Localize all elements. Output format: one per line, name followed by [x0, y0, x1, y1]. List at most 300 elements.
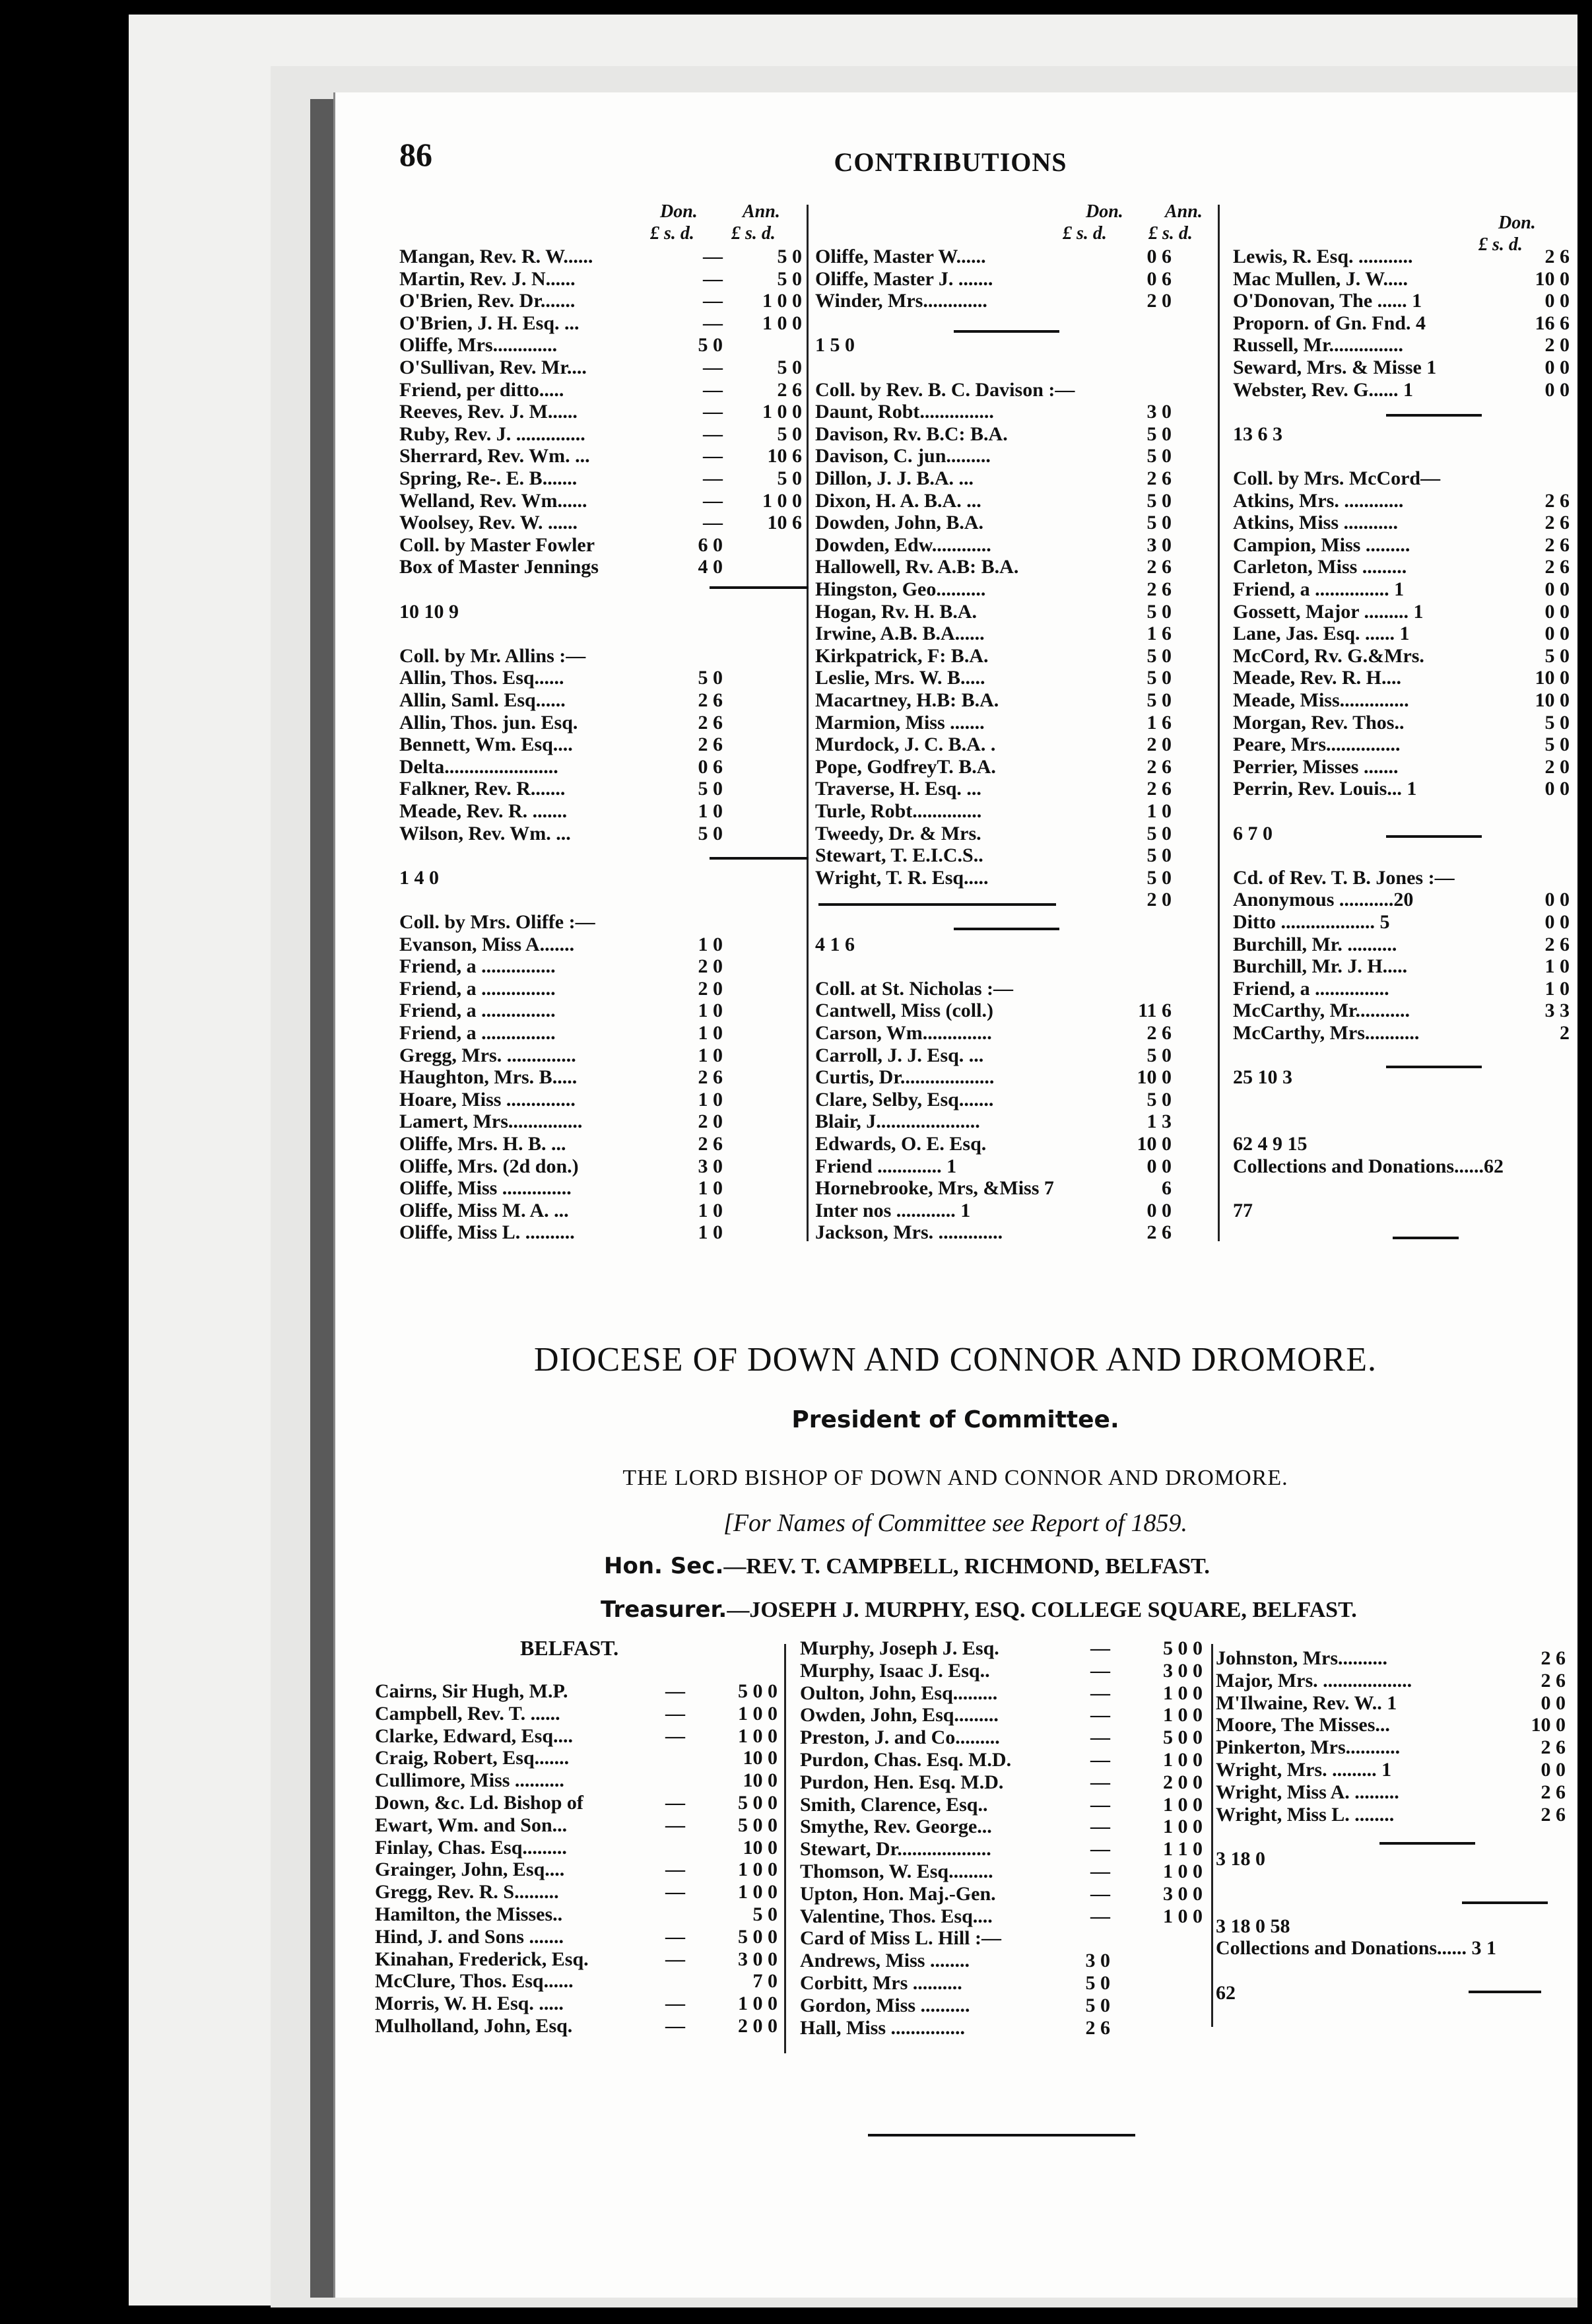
col3-entry [1233, 734, 1576, 756]
b2-entry [800, 1883, 1209, 1905]
entry-amount: 2 6 [1541, 1803, 1566, 1826]
entry-amount: 2 6 [1146, 1221, 1172, 1244]
entry-amount: — [665, 1859, 685, 1881]
entry-name: Coll. by Rev. B. C. Davison :— [815, 378, 1075, 401]
entry-amount: 0 0 [1544, 911, 1570, 933]
entry-annual: 5 0 0 [738, 1925, 778, 1948]
entry-amount: — [1090, 1793, 1110, 1816]
entry-name: Ewart, Wm. and Son... [375, 1814, 568, 1836]
b2-entry [800, 1637, 1209, 1660]
entry-name: 6 7 0 [1233, 822, 1273, 844]
entry-annual: 3 0 0 [738, 1948, 778, 1970]
entry-name: Meade, Rev. R. H.... [1233, 667, 1401, 689]
entry-name: Coll. by Mr. Allins :— [399, 644, 586, 667]
entry-name: Mangan, Rev. R. W...... [399, 246, 593, 267]
col1-entry [399, 1155, 809, 1178]
col2-don-header: Don. [1086, 201, 1123, 222]
entry-name: Mac Mullen, J. W..... [1233, 267, 1409, 290]
entry-amount: 2 [1560, 1022, 1570, 1044]
col1-lsd2-header: £ s. d. [731, 223, 776, 244]
entry-name: Coll. by Mrs. McCord— [1233, 467, 1441, 489]
b1-entry [375, 1948, 784, 1971]
entry-amount: 5 0 [1146, 822, 1172, 844]
b1-entry [375, 1970, 784, 1993]
col2-ann-header: Ann. [1165, 201, 1203, 222]
entry-amount: 5 0 [698, 822, 723, 844]
subtotal-rule [1379, 1842, 1475, 1845]
entry-name: Wright, T. R. Esq..... [815, 866, 989, 889]
entry-amount: 0 0 [1544, 623, 1570, 645]
entry-name: Gossett, Major ......... 1 [1233, 600, 1424, 623]
col2-entry [815, 756, 1211, 778]
entry-name: Stewart, Dr................... [800, 1838, 991, 1861]
entry-amount: — [665, 2015, 685, 2037]
col1-entry [399, 379, 809, 401]
col3-entry [1233, 778, 1576, 800]
entry-amount: — [665, 1680, 685, 1702]
entry-name: Atkins, Mrs. ............ [1233, 489, 1404, 512]
entry-name: Morgan, Rev. Thos.. [1233, 711, 1405, 734]
entry-name: Campbell, Rev. T. ...... [375, 1702, 560, 1725]
col3-entry [1233, 978, 1576, 1000]
subtotal-rule [710, 586, 809, 589]
entry-name: Bennett, Wm. Esq.... [399, 734, 573, 756]
b1-entry [375, 1859, 784, 1881]
entry-amount: 1 0 [1544, 977, 1570, 1000]
entry-amount: — [703, 512, 723, 534]
entry-annual: 1 0 0 [1163, 1861, 1203, 1882]
entry-name: 1 5 0 [815, 334, 855, 357]
entry-amount: 2 6 [1146, 556, 1172, 578]
entry-amount: 1 0 [698, 1044, 723, 1066]
entry-name: Burchill, Mr. J. H..... [1233, 955, 1408, 978]
entry-amount: 5 0 [1146, 844, 1172, 867]
entry-name: M'Ilwaine, Rev. W.. 1 [1216, 1692, 1397, 1714]
entry-name: Evanson, Miss A....... [399, 933, 575, 955]
col2-entry [815, 467, 1211, 490]
entry-amount: 2 0 [1544, 334, 1570, 357]
entry-amount: — [1090, 1726, 1110, 1749]
col1-entry [399, 1177, 809, 1200]
col2-entry [815, 357, 1211, 379]
col2-entry [815, 334, 1211, 357]
col1-entry [399, 357, 809, 379]
col1-entry [399, 290, 809, 312]
col1-entry [399, 978, 809, 1000]
page-edge-shadow [310, 99, 337, 2298]
subtotal-rule [710, 857, 809, 860]
entry-amount: 1 0 [698, 1221, 723, 1244]
entry-amount: 2 0 [698, 977, 723, 1000]
b2-entry [800, 1704, 1209, 1726]
subtotal-rule [1469, 1991, 1541, 1993]
col3-entry [1233, 955, 1576, 978]
entry-amount: 0 0 [1544, 778, 1570, 800]
page-number: 86 [399, 136, 432, 173]
b2-entry [800, 1794, 1209, 1816]
entry-name: Campion, Miss ......... [1233, 533, 1410, 556]
entry-annual: 5 0 [777, 423, 802, 445]
entry-name: 10 10 9 [399, 600, 459, 623]
entry-amount: 2 6 [1544, 933, 1570, 955]
entry-amount: 0 6 [1146, 246, 1172, 267]
entry-annual: 1 0 0 [738, 1702, 778, 1725]
b2-entry [800, 1682, 1209, 1705]
col3-entry [1233, 534, 1576, 557]
entry-annual: 1 0 0 [1163, 1793, 1203, 1816]
col3-entry [1233, 512, 1576, 534]
col2-entry [815, 1133, 1211, 1155]
col2-entry [815, 1000, 1211, 1022]
b1-entry [375, 2015, 784, 2037]
entry-name: Gregg, Mrs. .............. [399, 1044, 576, 1066]
entry-name: Oliffe, Mrs. (2d don.) [399, 1155, 579, 1177]
entry-annual: 2 6 [777, 378, 802, 401]
entry-amount: — [1090, 1682, 1110, 1704]
subtotal-rule [954, 330, 1059, 333]
entry-amount: 2 0 [1146, 734, 1172, 756]
entry-amount: 1 0 [1146, 800, 1172, 822]
entry-amount: 2 0 [698, 1111, 723, 1133]
entry-annual: 5 0 0 [1163, 1726, 1203, 1749]
entry-name: Woolsey, Rev. W. ...... [399, 512, 578, 534]
entry-name: Ditto ................... 5 [1233, 911, 1390, 933]
entry-name: Cairns, Sir Hugh, M.P. [375, 1680, 568, 1702]
entry-name: Reeves, Rev. J. M...... [399, 401, 578, 423]
b3-entry [1216, 1870, 1575, 1893]
entry-amount: 5 0 [1146, 423, 1172, 445]
entry-amount: 5 0 [1146, 489, 1172, 512]
col2-entry [815, 823, 1211, 845]
b1-entry [375, 1769, 784, 1792]
entry-annual: 5 0 0 [738, 1814, 778, 1836]
col1-entry [399, 1221, 809, 1244]
col2-entry [815, 601, 1211, 623]
entry-amount: — [665, 1881, 685, 1903]
entry-name: Perrin, Rev. Louis... 1 [1233, 778, 1417, 800]
entry-annual: 10 0 [743, 1769, 778, 1792]
entry-amount: 2 6 [1146, 755, 1172, 778]
entry-name: Thomson, W. Esq......... [800, 1861, 993, 1882]
col3-entry [1233, 290, 1576, 312]
col2-entry [815, 445, 1211, 467]
entry-amount: 1 0 [698, 800, 723, 822]
col1-entry [399, 512, 809, 534]
entry-amount: 10 0 [1535, 267, 1570, 290]
entry-annual: 10 6 [767, 512, 802, 534]
entry-name: Morris, W. H. Esq. ..... [375, 1993, 564, 2015]
entry-amount: 2 6 [1541, 1781, 1566, 1803]
entry-name: Down, &c. Ld. Bishop of [375, 1792, 583, 1814]
col3-entry [1233, 490, 1576, 512]
entry-amount: 3 0 [1085, 1950, 1110, 1972]
entry-name: McCord, Rv. G.&Mrs. [1233, 644, 1424, 667]
entry-name: Spring, Re-. E. B....... [399, 467, 578, 489]
entry-annual: 1 0 0 [738, 1859, 778, 1881]
col1-entry [399, 1111, 809, 1133]
entry-name: Ruby, Rev. J. .............. [399, 423, 585, 445]
entry-name: 1 4 0 [399, 866, 439, 889]
entry-amount: 5 0 [698, 667, 723, 689]
hon-sec-value: —REV. T. CAMPBELL, RICHMOND, BELFAST. [723, 1554, 1210, 1579]
col1-entry [399, 467, 809, 490]
entry-name: Smith, Clarence, Esq.. [800, 1793, 988, 1816]
entry-amount: 2 6 [1146, 467, 1172, 489]
col3-entry [1233, 312, 1576, 335]
entry-name: Gregg, Rev. R. S......... [375, 1881, 559, 1903]
column-divider-1 [807, 205, 809, 1241]
b3-entry [1216, 1937, 1575, 1960]
entry-amount: 2 6 [1544, 246, 1570, 267]
b3-entry [1216, 1692, 1575, 1715]
entry-name: Tweedy, Dr. & Mrs. [815, 822, 981, 844]
col2-entry [815, 379, 1211, 401]
entry-name: Anonymous ...........20 [1233, 889, 1414, 911]
contributions-column-1 [399, 246, 809, 1249]
subtotal-rule [1386, 835, 1482, 838]
col1-entry [399, 1022, 809, 1044]
subtotal-rule [1462, 1901, 1548, 1904]
col1-entry [399, 756, 809, 778]
col1-entry [399, 712, 809, 734]
entry-amount: 2 6 [698, 1066, 723, 1089]
entry-annual: 5 0 [752, 1903, 778, 1925]
col3-entry [1233, 1111, 1576, 1133]
col2-entry [815, 934, 1211, 956]
entry-name: Oliffe, Miss L. .......... [399, 1221, 575, 1244]
entry-amount: 5 0 [1146, 1088, 1172, 1111]
treasurer-line [601, 1596, 1357, 1623]
entry-name: Hingston, Geo.......... [815, 578, 986, 600]
entry-amount: 2 6 [1146, 778, 1172, 800]
col2-entry [815, 512, 1211, 534]
entry-name: Preston, J. and Co......... [800, 1726, 1000, 1749]
col3-entry [1233, 445, 1576, 467]
b3-entry [1216, 1915, 1575, 1938]
entry-name: Wright, Miss A. ......... [1216, 1781, 1399, 1803]
entry-name: Carson, Wm.............. [815, 1022, 992, 1044]
col3-entry [1233, 623, 1576, 645]
entry-name: Pinkerton, Mrs........... [1216, 1736, 1401, 1759]
entry-amount: — [665, 1814, 685, 1836]
entry-name: Dixon, H. A. B.A. ... [815, 489, 981, 512]
entry-amount: 2 6 [1541, 1647, 1566, 1669]
entry-amount: 1 0 [698, 933, 723, 955]
entry-amount: 0 0 [1544, 889, 1570, 911]
entry-amount: 1 6 [1146, 623, 1172, 645]
entry-amount: 5 0 [698, 334, 723, 357]
entry-name: Winder, Mrs............. [815, 290, 987, 312]
entry-amount: — [665, 1702, 685, 1725]
entry-annual: 5 0 [777, 357, 802, 378]
entry-amount: 6 [1162, 1177, 1172, 1200]
entry-amount: 10 0 [1137, 1066, 1172, 1089]
entry-annual: 5 0 0 [1163, 1637, 1203, 1659]
col3-entry [1233, 268, 1576, 290]
column-divider-4 [1211, 1644, 1213, 2027]
b1-entry [375, 1837, 784, 1859]
col2-entry [815, 1066, 1211, 1089]
entry-name: 77 [1233, 1199, 1253, 1221]
entry-name: Coll. at St. Nicholas :— [815, 977, 1013, 1000]
entry-name: Meade, Miss.............. [1233, 689, 1409, 711]
entry-name: Daunt, Robt............... [815, 401, 994, 423]
entry-name: Stewart, T. E.I.C.S.. [815, 844, 983, 867]
entry-name: Marmion, Miss ....... [815, 711, 985, 734]
col3-entry [1233, 1200, 1576, 1222]
col1-entry [399, 423, 809, 446]
col1-entry [399, 844, 809, 867]
entry-name: Russell, Mr............... [1233, 334, 1404, 357]
entry-name: Carleton, Miss ......... [1233, 556, 1407, 578]
entry-name: Kinahan, Frederick, Esq. [375, 1948, 589, 1970]
col3-entry [1233, 1022, 1576, 1044]
entry-name: Wilson, Rev. Wm. ... [399, 822, 571, 844]
entry-amount: 5 0 [1085, 1972, 1110, 1994]
entry-name: Welland, Rev. Wm...... [399, 489, 587, 512]
entry-name: Card of Miss L. Hill :— [800, 1927, 1001, 1950]
entry-name: Irwine, A.B. B.A...... [815, 623, 985, 645]
col3-entry [1233, 357, 1576, 379]
col3-entry [1233, 379, 1576, 401]
b1-entry [375, 1926, 784, 1948]
entry-name: Hamilton, the Misses.. [375, 1903, 563, 1925]
col3-lsd-header: £ s. d. [1478, 234, 1523, 255]
col2-lsd2-header: £ s. d. [1148, 223, 1193, 244]
col1-entry [399, 578, 809, 601]
end-rule [868, 2134, 1135, 2136]
entry-amount: 0 6 [1146, 267, 1172, 290]
entry-amount: — [1090, 1838, 1110, 1861]
entry-annual: 1 0 0 [1163, 1905, 1203, 1927]
entry-name: Dowden, John, B.A. [815, 512, 984, 534]
entry-name: Lane, Jas. Esq. ...... 1 [1233, 623, 1410, 645]
col1-entry [399, 689, 809, 712]
entry-name: Owden, John, Esq......... [800, 1704, 999, 1726]
col2-entry [815, 1089, 1211, 1111]
subtotal-rule [818, 903, 1056, 906]
b2-entry [800, 1861, 1209, 1883]
entry-amount: — [703, 312, 723, 334]
entry-amount: 2 0 [1544, 755, 1570, 778]
b3-entry [1216, 1826, 1575, 1848]
entry-name: McCarthy, Mr........... [1233, 1000, 1410, 1022]
subtotal-rule [954, 928, 1059, 930]
col3-entry [1233, 401, 1576, 423]
col3-entry [1233, 467, 1576, 490]
col2-entry [815, 778, 1211, 800]
col2-entry [815, 423, 1211, 446]
entry-name: Carroll, J. J. Esq. ... [815, 1044, 984, 1066]
entry-annual: 3 0 0 [1163, 1659, 1203, 1682]
entry-annual: 7 0 [752, 1970, 778, 1993]
col2-entry [815, 1177, 1211, 1200]
b3-entry [1216, 1781, 1575, 1804]
col1-entry [399, 778, 809, 800]
entry-amount: — [703, 423, 723, 445]
entry-name: Cantwell, Miss (coll.) [815, 1000, 993, 1022]
entry-name: Wright, Miss L. ........ [1216, 1803, 1395, 1826]
column-divider-2 [1218, 205, 1220, 1241]
entry-name: Corbitt, Mrs .......... [800, 1972, 962, 1994]
col3-entry [1233, 823, 1576, 845]
entry-name: McCarthy, Mrs........... [1233, 1022, 1420, 1044]
entry-name: O'Donovan, The ...... 1 [1233, 290, 1422, 312]
col3-entry [1233, 1155, 1576, 1178]
entry-name: Friend, a ............... [399, 1022, 556, 1044]
entry-amount: — [1090, 1861, 1110, 1882]
entry-amount: — [703, 445, 723, 467]
entry-name: Craig, Robert, Esq....... [375, 1747, 570, 1769]
subtotal-rule [1393, 1237, 1459, 1239]
b1-entry [375, 1703, 784, 1725]
entry-annual: 2 0 0 [738, 2015, 778, 2037]
b2-entry [800, 1927, 1209, 1950]
entry-name: Oliffe, Mrs............. [399, 334, 558, 357]
entry-name: Oliffe, Miss .............. [399, 1177, 572, 1200]
b1-entry [375, 1725, 784, 1748]
col1-entry [399, 490, 809, 512]
entry-amount: 1 0 [1544, 955, 1570, 978]
entry-amount: 5 0 [1146, 689, 1172, 711]
entry-name: Hind, J. and Sons ....... [375, 1925, 564, 1948]
entry-amount: 2 0 [1146, 889, 1172, 911]
col3-entry [1233, 844, 1576, 867]
entry-name: O'Brien, Rev. Dr....... [399, 290, 576, 312]
entry-amount: 3 0 [1146, 533, 1172, 556]
b1-entry [375, 1814, 784, 1837]
entry-amount: 2 6 [1544, 489, 1570, 512]
entry-name: Friend, a ............... [1233, 977, 1389, 1000]
entry-name: Inter nos ............ 1 [815, 1199, 971, 1221]
entry-name: 3 18 0 58 [1216, 1915, 1290, 1937]
entry-name: Hall, Miss ............... [800, 2016, 966, 2039]
col3-entry [1233, 934, 1576, 956]
col2-entry [815, 1044, 1211, 1067]
entry-amount: 1 6 [1146, 711, 1172, 734]
entry-amount: 1 0 [698, 1022, 723, 1044]
col1-entry [399, 645, 809, 667]
entry-amount: 2 6 [1085, 2016, 1110, 2039]
entry-amount: — [665, 1725, 685, 1747]
entry-name: Cullimore, Miss .......... [375, 1769, 564, 1792]
entry-name: Valentine, Thos. Esq.... [800, 1905, 993, 1927]
entry-amount: 5 0 [1146, 667, 1172, 689]
entry-amount: — [703, 290, 723, 312]
entry-name: Davison, C. jun......... [815, 445, 991, 467]
col3-entry [1233, 889, 1576, 911]
entry-amount: 0 0 [1146, 1199, 1172, 1221]
entry-name: 13 6 3 [1233, 423, 1282, 445]
entry-name: Macartney, H.B: B.A. [815, 689, 999, 711]
entry-amount: 1 0 [698, 1000, 723, 1022]
entry-amount: 2 6 [1544, 512, 1570, 534]
col1-lsd-header: £ s. d. [650, 223, 694, 244]
entry-annual: 2 0 0 [1163, 1771, 1203, 1793]
entry-name: Falkner, Rev. R....... [399, 778, 566, 800]
entry-name: Box of Master Jennings [399, 556, 599, 578]
col1-entry [399, 1089, 809, 1111]
entry-name: Allin, Saml. Esq...... [399, 689, 566, 711]
col2-entry [815, 667, 1211, 689]
entry-name: Friend, a ............... [399, 1000, 556, 1022]
belfast-heading: BELFAST. [520, 1636, 619, 1660]
col2-entry [815, 844, 1211, 867]
entry-amount: — [665, 1993, 685, 2015]
entry-name: Burchill, Mr. .......... [1233, 933, 1397, 955]
entry-name: Purdon, Hen. Esq. M.D. [800, 1771, 1004, 1793]
entry-name: Haughton, Mrs. B..... [399, 1066, 578, 1089]
